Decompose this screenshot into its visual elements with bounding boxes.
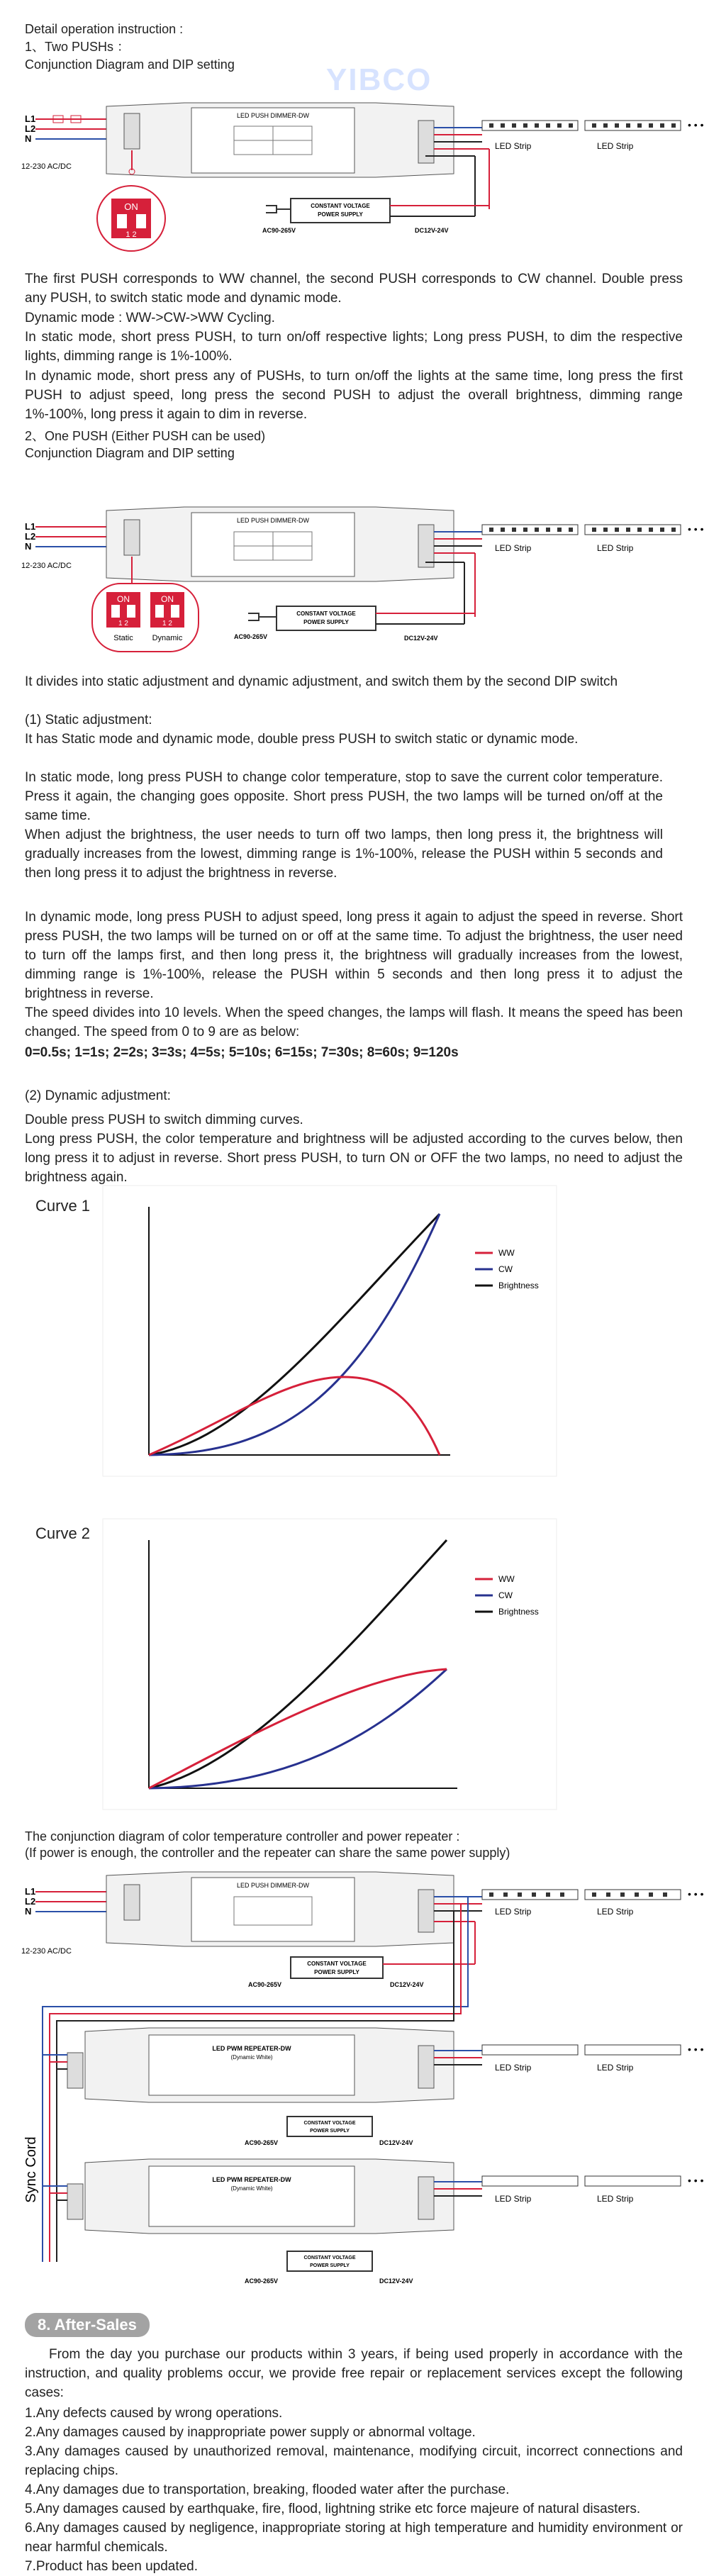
svg-text:• • •: • • • <box>688 1888 704 1900</box>
l1-label-3: L1 <box>25 1886 36 1897</box>
static-para-2: In static mode, long press PUSH to change color temperature, stop to save the current color temperature. Press it again, the changing goes opposite. Short press PUSH, the two lamps will be turned on/off at the same time. <box>25 770 663 823</box>
curve2-chart <box>103 1519 557 1810</box>
led-strip-label-1a: LED Strip <box>495 141 532 151</box>
led-strip-label-1b: LED Strip <box>597 141 634 151</box>
led-strip-label-5b: LED Strip <box>597 2194 634 2204</box>
ac-label-2: 12-230 AC/DC <box>21 562 72 570</box>
section1-para-3: In static mode, short press PUSH, to turn on/off respective lights; Long press PUSH, to dim the respective lights, dimming range is 1%-100%. <box>25 330 683 364</box>
curve1-legend-brightness: Brightness <box>498 1281 539 1290</box>
after-sales-badge: 8. After-Sales <box>25 2313 150 2337</box>
after-sales-item: 7.Product has been updated. <box>25 2559 199 2574</box>
svg-text:POWER SUPPLY: POWER SUPPLY <box>310 2263 350 2268</box>
dynamic-label: Dynamic <box>152 634 183 642</box>
led-strip-label-3b: LED Strip <box>597 1907 634 1917</box>
section2-title: 2、One PUSH (Either PUSH can be used) <box>25 429 266 443</box>
curve1-legend-cw: CW <box>498 1264 513 1274</box>
section1-para-2: Dynamic mode : WW->CW->WW Cycling. <box>25 311 275 325</box>
static-para-3: When adjust the brightness, the user needs to turn off two lamps, then long press it, the brightness will gradually increases from the lowest, dimming range is 1%-100%, release the PUSH within 5 seconds and then long press it to adjust the brightness in reverse. <box>25 827 663 881</box>
n-label-3: N <box>25 1906 32 1917</box>
svg-text:CONSTANT VOLTAGE: CONSTANT VOLTAGE <box>296 610 356 617</box>
svg-text:POWER SUPPLY: POWER SUPPLY <box>314 1969 359 1975</box>
after-sales-item: 3.Any damages caused by unauthorized removal, maintenance, modifying circuit, incorrect connections and replacing chips. <box>25 2444 683 2478</box>
dynamic-adjust-para-1: Double press PUSH to switch dimming curves. <box>25 1113 303 1127</box>
ac-in-label-5: AC90-265V <box>245 2277 279 2285</box>
device-name-3: LED PUSH DIMMER-DW <box>236 1882 310 1889</box>
svg-text:POWER SUPPLY: POWER SUPPLY <box>310 2129 350 2134</box>
wiring-diagram-1 <box>21 92 702 255</box>
dynamic-adjust-title: (2) Dynamic adjustment: <box>25 1088 171 1103</box>
l2-label: L2 <box>25 123 36 134</box>
curve2-legend-brightness: Brightness <box>498 1607 539 1617</box>
curve1-chart <box>103 1186 557 1476</box>
n-label-2: N <box>25 541 32 552</box>
l2-label-3: L2 <box>25 1896 36 1907</box>
section1-para-4: In dynamic mode, short press any of PUSHs, to turn on/off the lights at the same time, long press the first PUSH to adjust speed, long press the second PUSH to adjust the overall brightness, dimming range 1%-100%, long press it again to dim in reverse. <box>25 369 683 422</box>
device-name-2: LED PUSH DIMMER-DW <box>236 517 310 524</box>
svg-text:CONSTANT VOLTAGE: CONSTANT VOLTAGE <box>303 2121 356 2126</box>
svg-text:CONSTANT VOLTAGE: CONSTANT VOLTAGE <box>311 203 370 209</box>
led-strip-label-2b: LED Strip <box>597 543 634 553</box>
dc-out-label-5: DC12V-24V <box>379 2277 413 2285</box>
ac-label-3: 12-230 AC/DC <box>21 1947 72 1956</box>
svg-text:CONSTANT VOLTAGE: CONSTANT VOLTAGE <box>307 1961 367 1967</box>
dc-out-label-1: DC12V-24V <box>415 227 449 234</box>
dip-on-static: ON <box>117 594 130 604</box>
brand-watermark: YIBCO <box>326 62 432 97</box>
doc-title: Detail operation instruction : <box>25 22 184 36</box>
repeater-title: The conjunction diagram of color temperature controller and power repeater : <box>25 1829 460 1844</box>
dc-out-label-4: DC12V-24V <box>379 2139 413 2146</box>
svg-text:• • •: • • • <box>688 2175 704 2186</box>
ac-in-label-2: AC90-265V <box>234 633 268 640</box>
section1-subtitle: Conjunction Diagram and DIP setting <box>25 57 235 72</box>
repeater2-name: LED PWM REPEATER-DW <box>212 2176 291 2183</box>
section2-intro: It divides into static adjustment and dynamic adjustment, and switch them by the second DIP switch <box>25 674 618 689</box>
dc-out-label-3: DC12V-24V <box>390 1981 424 1988</box>
svg-text:• • •: • • • <box>688 523 704 535</box>
speed-levels: 0=0.5s; 1=1s; 2=2s; 3=3s; 4=5s; 5=10s; 6=15s; 7=30s; 8=60s; 9=120s <box>25 1045 459 1060</box>
after-sales-list <box>25 2404 683 2576</box>
repeater1-sub: (Dynamic White) <box>230 2054 273 2061</box>
curve1-title: Curve 1 <box>35 1197 91 1215</box>
speed-para: The speed divides into 10 levels. When the speed changes, the lamps will flash. It means the speed has been changed. The speed from 0 to 9 are as below: <box>25 1005 683 1039</box>
led-strip-label-3a: LED Strip <box>495 1907 532 1917</box>
repeater1-name: LED PWM REPEATER-DW <box>212 2045 291 2052</box>
static-label: Static <box>113 634 133 642</box>
repeater-diagram <box>21 1865 702 2297</box>
dynamic-adjust-para-2: Long press PUSH, the color temperature and brightness will be adjusted according to the curves below, then long press it to adjust in reverse. Short press PUSH, to turn ON or OFF the two lamps, no need to adjust the brightness again. <box>25 1132 683 1185</box>
after-sales-item: 5.Any damages caused by earthquake, fire, flood, lightning strike etc force majeure of natural disasters. <box>25 2502 641 2516</box>
curve2-title: Curve 2 <box>35 1524 91 1542</box>
after-sales-item: 6.Any damages caused by negligence, inappropriate storing at high temperature and humidity environment or near harmful chemicals. <box>25 2521 683 2555</box>
static-title: (1) Static adjustment: <box>25 713 152 727</box>
curve1-legend-ww: WW <box>498 1248 515 1258</box>
ac-in-label-3: AC90-265V <box>248 1981 282 1988</box>
after-sales-item: 4.Any damages due to transportation, breaking, flooded water after the purchase. <box>25 2482 510 2497</box>
dip-num-static: 1 2 <box>118 620 128 628</box>
svg-text:CONSTANT VOLTAGE: CONSTANT VOLTAGE <box>303 2256 356 2260</box>
led-strip-label-4a: LED Strip <box>495 2063 532 2073</box>
l1-label-2: L1 <box>25 521 36 532</box>
n-label: N <box>25 133 32 144</box>
dynamic-para: In dynamic mode, long press PUSH to adjust speed, long press it again to adjust the speed in reverse. Short press PUSH, the two lamps will be turned on or off at the same time. To adjust the brightness, the user need to turn off the lamps first, and then long press it, the brightness will gradually increases from the lowest, dimming range is 1%-100%, release the PUSH within 5 seconds and then long press it to adjust the brightness in reverse. <box>25 910 683 1001</box>
svg-text:• • •: • • • <box>688 2043 704 2055</box>
dip-num-label-1: 1 2 <box>125 230 137 239</box>
after-sales-item: 1.Any defects caused by wrong operations. <box>25 2406 283 2421</box>
section2-subtitle: Conjunction Diagram and DIP setting <box>25 446 235 460</box>
curve2-legend-ww: WW <box>498 1574 515 1584</box>
l1-label: L1 <box>25 113 36 124</box>
dip-num-dynamic: 1 2 <box>162 620 172 628</box>
repeater2-sub: (Dynamic White) <box>230 2185 273 2192</box>
repeater-subtitle: (If power is enough, the controller and the repeater can share the same power supply) <box>25 1846 510 1860</box>
curve2-legend-cw: CW <box>498 1590 513 1600</box>
section1-title: 1、Two PUSHs ： <box>25 40 130 54</box>
device-name-1: LED PUSH DIMMER-DW <box>236 112 310 119</box>
led-strip-label-4b: LED Strip <box>597 2063 634 2073</box>
after-sales-intro: From the day you purchase our products within 3 years, if being used properly in accordance with the instruction, and quality problems occur, we provide free repair or replacement services except the following cases: <box>25 2347 683 2400</box>
sync-cord-label: Sync Cord <box>23 2136 39 2203</box>
ac-in-label-1: AC90-265V <box>262 227 296 234</box>
ac-label: 12-230 AC/DC <box>21 162 72 171</box>
after-sales-item: 2.Any damages caused by inappropriate power supply or abnormal voltage. <box>25 2425 476 2440</box>
dip-on-dynamic: ON <box>161 594 174 604</box>
wiring-diagram-2 <box>21 500 702 659</box>
svg-text:POWER SUPPLY: POWER SUPPLY <box>303 619 349 625</box>
led-strip-label-5a: LED Strip <box>495 2194 532 2204</box>
l2-label-2: L2 <box>25 531 36 542</box>
dip-on-label-1: ON <box>124 201 138 212</box>
led-strip-label-2a: LED Strip <box>495 543 532 553</box>
svg-text:• • •: • • • <box>688 119 704 130</box>
section1-para-1: The first PUSH corresponds to WW channel, the second PUSH corresponds to CW channel. Double press any PUSH, to switch static mode and dynamic mode. <box>25 272 683 306</box>
static-para-1: It has Static mode and dynamic mode, double press PUSH to switch static or dynamic mode. <box>25 732 579 747</box>
svg-text:POWER SUPPLY: POWER SUPPLY <box>318 211 363 218</box>
dc-out-label-2: DC12V-24V <box>404 635 438 642</box>
ac-in-label-4: AC90-265V <box>245 2139 279 2146</box>
